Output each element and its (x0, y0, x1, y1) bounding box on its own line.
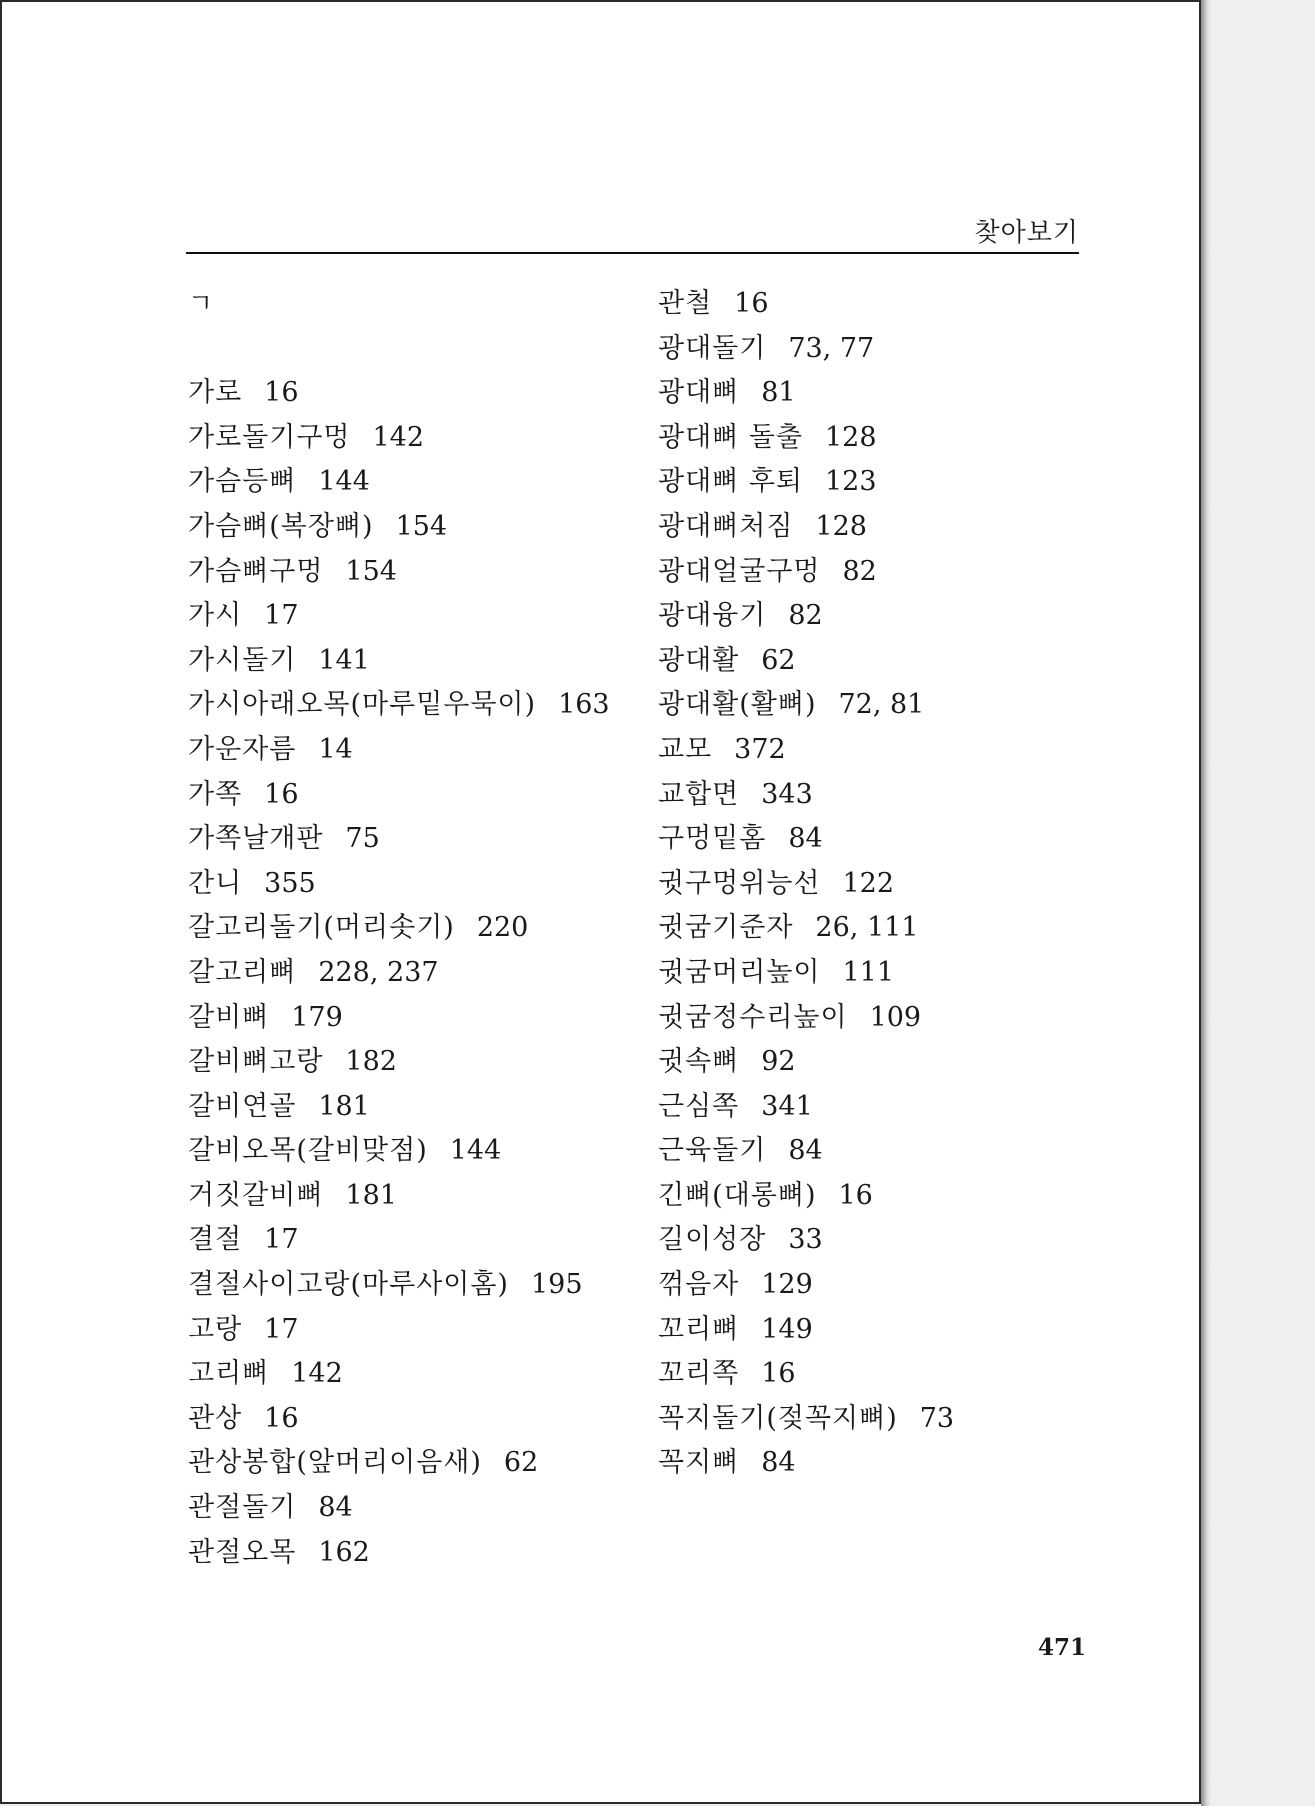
index-term: 갈비연골 (188, 1090, 297, 1122)
index-page-refs: 26, 111 (815, 912, 919, 944)
index-entry (658, 683, 954, 728)
index-page-refs: 154 (395, 510, 448, 542)
index-term: 갈비뼈 (188, 1001, 270, 1033)
index-entry (658, 505, 954, 550)
index-entry (188, 1441, 610, 1486)
index-page-refs: 341 (761, 1090, 813, 1122)
index-page-refs: 128 (825, 421, 877, 453)
index-term: 구멍밑홈 (658, 823, 767, 855)
index-term: 교합면 (658, 778, 740, 810)
index-page-refs: 343 (761, 778, 813, 810)
index-page-refs: 149 (761, 1313, 813, 1345)
index-page-refs: 109 (869, 1001, 922, 1033)
index-page-refs: 142 (372, 421, 425, 453)
index-page-refs: 62 (503, 1447, 539, 1479)
index-term: 귓굼기준자 (658, 912, 794, 944)
index-entry (188, 1085, 610, 1130)
index-entry (658, 1129, 954, 1174)
index-column-right (658, 282, 954, 1486)
index-page-refs: 73 (919, 1402, 955, 1434)
index-entry (658, 773, 954, 818)
index-entry (188, 594, 610, 639)
index-page-refs: 220 (476, 912, 529, 944)
index-term: 관상봉합(앞머리이음새) (188, 1447, 482, 1479)
index-entry (658, 1352, 954, 1397)
index-term: 광대융기 (658, 600, 767, 632)
index-entry (188, 728, 610, 773)
index-term: 결절사이고랑(마루사이홈) (188, 1269, 509, 1301)
index-page-refs: 17 (264, 1313, 299, 1345)
index-page-refs: 122 (842, 867, 895, 899)
index-entry (658, 862, 954, 907)
index-entry (188, 1352, 610, 1397)
index-entry (658, 1040, 954, 1085)
index-page-refs: 123 (825, 466, 877, 498)
index-page-refs: 75 (345, 823, 380, 855)
index-term: 갈비뼈고랑 (188, 1046, 324, 1078)
index-term: 갈고리뼈 (188, 956, 297, 988)
index-term: 관절오목 (188, 1536, 297, 1568)
index-term: 결절 (188, 1224, 243, 1256)
index-entry (188, 1040, 610, 1085)
index-entry (188, 773, 610, 818)
index-term: 교모 (658, 733, 713, 765)
index-term: 꼬리뼈 (658, 1313, 740, 1345)
index-entry (658, 550, 954, 595)
index-entry (658, 1085, 954, 1130)
index-page-refs: 141 (318, 644, 370, 676)
index-term: 가쪽 (188, 778, 243, 810)
index-entry (658, 1263, 954, 1308)
right-entry-list (658, 282, 954, 1486)
index-term: 가시아래오목(마루밑우묵이) (188, 689, 537, 721)
index-page-refs: 82 (788, 600, 823, 632)
index-entry (658, 327, 954, 372)
index-entry (188, 371, 610, 416)
index-term: 가시돌기 (188, 644, 297, 676)
index-page-refs: 84 (761, 1447, 796, 1479)
index-page-refs: 179 (291, 1001, 343, 1033)
index-page-refs: 84 (788, 823, 823, 855)
index-term: 꼭지뼈 (658, 1447, 740, 1479)
index-entry (658, 1218, 954, 1263)
index-entry (658, 460, 954, 505)
index-entry (188, 817, 610, 862)
index-page-refs: 92 (761, 1046, 796, 1078)
index-page-refs: 16 (264, 1402, 299, 1434)
index-term: 귓굼머리높이 (658, 956, 821, 988)
index-term: 가쪽날개판 (188, 823, 324, 855)
index-entry (658, 817, 954, 862)
index-page-refs: 111 (842, 956, 895, 988)
section-letter: ㄱ (188, 289, 214, 319)
index-entry (188, 996, 610, 1041)
index-term: 고리뼈 (188, 1358, 270, 1390)
index-page-refs: 144 (449, 1135, 502, 1167)
index-page-refs: 62 (761, 644, 796, 676)
index-entry (658, 594, 954, 639)
index-term: 광대활 (658, 644, 740, 676)
index-page-refs: 355 (264, 867, 316, 899)
index-page-refs: 16 (264, 778, 299, 810)
index-term: 광대뼈 후퇴 (658, 466, 803, 498)
index-entry (658, 996, 954, 1041)
index-page-refs: 181 (318, 1090, 370, 1122)
page-number: 471 (1038, 1634, 1087, 1661)
running-title: 찾아보기 (974, 218, 1079, 248)
index-entry (658, 1397, 954, 1442)
index-term: 길이성장 (658, 1224, 767, 1256)
index-entry (188, 1486, 610, 1531)
index-term: 가운자름 (188, 733, 297, 765)
index-page-refs: 17 (264, 1224, 299, 1256)
index-entry (658, 639, 954, 684)
index-page-refs: 163 (558, 689, 610, 721)
index-page-refs: 33 (788, 1224, 823, 1256)
index-term: 귓속뼈 (658, 1046, 740, 1078)
index-page-refs: 81 (761, 377, 796, 409)
index-page-refs: 195 (530, 1269, 583, 1301)
index-term: 광대뼈 (658, 377, 740, 409)
index-term: 광대돌기 (658, 332, 767, 364)
index-page-refs: 16 (264, 377, 299, 409)
index-page-refs: 128 (815, 510, 867, 542)
index-entry (188, 505, 610, 550)
index-page-refs: 162 (318, 1536, 370, 1568)
index-term: 광대활(활뼈) (658, 689, 817, 721)
index-entry (188, 1129, 610, 1174)
index-page-refs: 228, 237 (318, 956, 439, 988)
index-term: 가로돌기구멍 (188, 421, 351, 453)
index-entry (658, 951, 954, 996)
index-page-refs: 182 (345, 1046, 397, 1078)
index-entry (188, 1218, 610, 1263)
index-term: 관절돌기 (188, 1492, 297, 1524)
index-term: 근육돌기 (658, 1135, 767, 1167)
index-entry (188, 460, 610, 505)
index-page-refs: 144 (318, 466, 370, 498)
index-page-refs: 84 (318, 1492, 353, 1524)
index-page-refs: 16 (761, 1358, 796, 1390)
index-entry (658, 1441, 954, 1486)
index-entry (188, 1531, 610, 1576)
index-entry (188, 1397, 610, 1442)
index-page-refs: 181 (345, 1179, 397, 1211)
left-entry-list (188, 371, 610, 1575)
index-entry (188, 683, 610, 728)
index-entry (188, 550, 610, 595)
index-entry (658, 1174, 954, 1219)
index-page-refs: 72, 81 (838, 689, 925, 721)
index-term: 거짓갈비뼈 (188, 1179, 324, 1211)
index-page-refs: 73, 77 (788, 332, 875, 364)
index-term: 가슴뼈구멍 (188, 555, 324, 587)
index-entry (658, 1308, 954, 1353)
index-entry (658, 416, 954, 461)
index-page-refs: 129 (761, 1269, 813, 1301)
index-entry (188, 639, 610, 684)
index-page-refs: 14 (318, 733, 353, 765)
index-term: 관철 (658, 288, 713, 319)
index-page-refs: 142 (291, 1358, 343, 1390)
index-entry (188, 1308, 610, 1353)
index-entry (188, 416, 610, 461)
index-term: 귓굼정수리높이 (658, 1001, 848, 1033)
index-page-refs: 154 (345, 555, 397, 587)
index-term: 가시 (188, 600, 243, 632)
index-page-refs: 372 (734, 733, 786, 765)
index-term: 가슴등뼈 (188, 466, 297, 498)
index-entry (188, 1174, 610, 1219)
index-page-refs: 16 (838, 1179, 873, 1211)
index-page-refs: 17 (264, 600, 299, 632)
index-page-refs: 84 (788, 1135, 823, 1167)
index-term: 긴뼈(대롱뼈) (658, 1179, 817, 1211)
index-term: 관상 (188, 1402, 243, 1434)
header-rule (186, 252, 1079, 254)
index-page-refs: 82 (842, 555, 877, 587)
index-term: 가로 (188, 377, 243, 409)
index-entry (188, 906, 610, 951)
index-entry (188, 951, 610, 996)
index-page-refs: 16 (734, 288, 769, 319)
index-term: 꼬리쪽 (658, 1358, 740, 1390)
index-term: 광대뼈 돌출 (658, 421, 803, 453)
index-term: 광대얼굴구멍 (658, 555, 821, 587)
index-entry (658, 906, 954, 951)
index-entry (658, 371, 954, 416)
index-entry (658, 282, 954, 327)
index-term: 근심쪽 (658, 1090, 740, 1122)
index-entry (658, 728, 954, 773)
index-term: 꺾음자 (658, 1269, 740, 1301)
index-term: 귓구멍위능선 (658, 867, 821, 899)
index-term: 갈고리돌기(머리솟기) (188, 912, 455, 944)
index-term: 가슴뼈(복장뼈) (188, 510, 374, 542)
index-term: 고랑 (188, 1313, 243, 1345)
index-term: 꼭지돌기(젖꼭지뼈) (658, 1402, 898, 1434)
index-entry (188, 862, 610, 907)
index-term: 갈비오목(갈비맞점) (188, 1135, 428, 1167)
page-edge-shadow (1201, 0, 1211, 1806)
index-term: 간니 (188, 867, 243, 899)
index-term: 광대뼈처짐 (658, 510, 794, 542)
index-column-left (188, 282, 610, 1575)
index-entry (188, 1263, 610, 1308)
